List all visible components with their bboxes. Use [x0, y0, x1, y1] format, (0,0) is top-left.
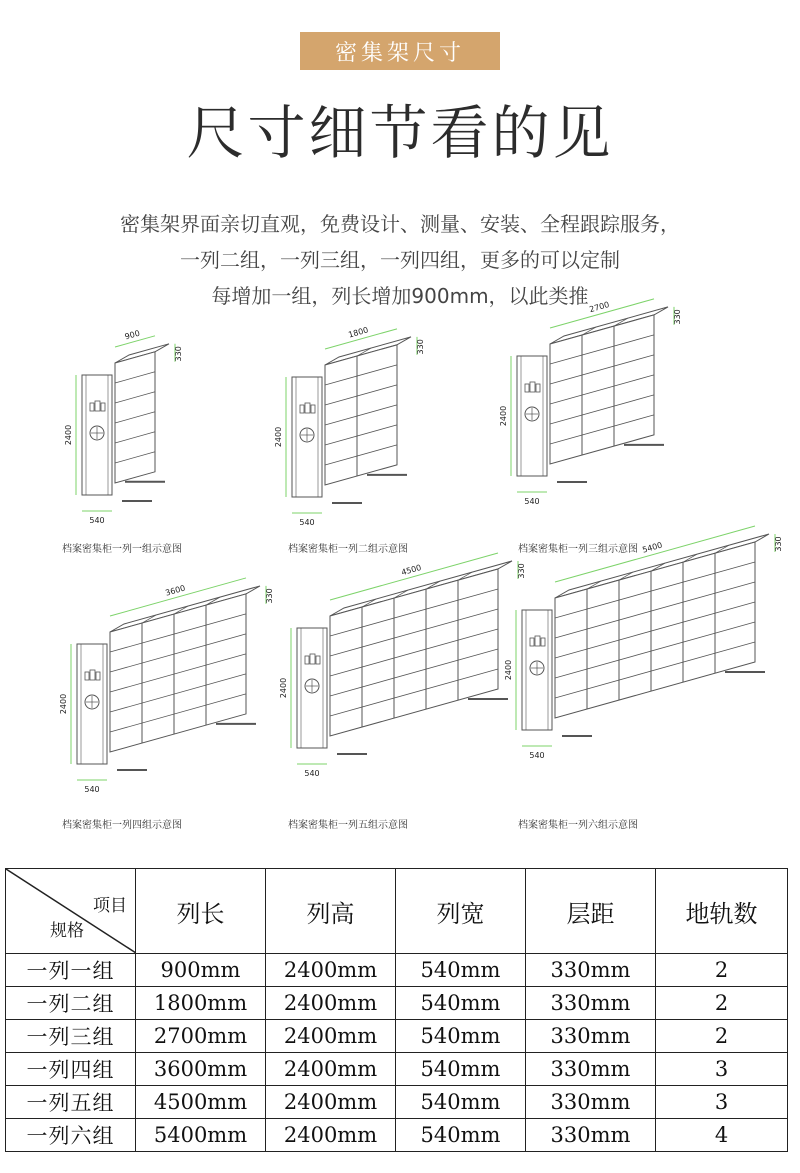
width-dimension-label: 540	[84, 785, 100, 794]
depth-dimension-label: 330	[265, 588, 274, 604]
table-row	[6, 954, 788, 987]
length-dimension-label: 900	[123, 328, 141, 342]
diagram-one-group	[64, 328, 183, 545]
cabinet-drawing	[499, 299, 682, 522]
intro-line: 每增加一组，列长增加900mm，以此类推	[211, 284, 589, 308]
table-cell: 540mm	[396, 954, 526, 987]
table-cell: 2400mm	[266, 1053, 396, 1086]
lock-icon	[316, 656, 320, 664]
diagram-caption: 档案密集柜一列二组示意图	[288, 544, 408, 555]
cabinet-drawing	[64, 328, 183, 545]
table-cell: 2400mm	[266, 954, 396, 987]
table-cell: 330mm	[526, 1020, 656, 1053]
table-cell: 540mm	[396, 1020, 526, 1053]
column-header: 层距	[526, 869, 656, 954]
page-headline: 尺寸细节看的见	[186, 99, 614, 167]
length-dimension-label: 5400	[641, 540, 664, 555]
table-cell: 2	[656, 987, 788, 1020]
intro-line: 密集架界面亲切直观，免费设计、测量、安装、全程跟踪服务，	[120, 212, 680, 236]
height-dimension-label: 2400	[499, 405, 508, 427]
table-cell: 2400mm	[266, 1119, 396, 1152]
table-cell: 2400mm	[266, 987, 396, 1020]
width-dimension-label: 540	[304, 769, 320, 778]
lock-icon	[311, 405, 315, 413]
lock-icon	[300, 405, 304, 413]
width-dimension-label: 540	[524, 497, 540, 506]
diagram-caption: 档案密集柜一列三组示意图	[518, 544, 638, 555]
label-frame-icon	[90, 670, 95, 680]
diagram-two-groups	[274, 325, 425, 545]
diagram-four-groups	[59, 583, 274, 808]
table-cell: 一列四组	[6, 1053, 136, 1086]
height-dimension-label: 2400	[279, 677, 288, 699]
cabinet-drawing	[274, 325, 425, 545]
lock-icon	[530, 638, 534, 646]
table-cell: 330mm	[526, 1053, 656, 1086]
height-dimension-label: 2400	[64, 424, 73, 446]
diagram-caption: 档案密集柜一列五组示意图	[288, 820, 408, 831]
table-header-row	[6, 869, 788, 954]
lock-icon	[525, 384, 529, 392]
diagram-caption: 档案密集柜一列一组示意图	[62, 544, 182, 555]
depth-dimension-label: 330	[174, 346, 183, 362]
table-cell: 330mm	[526, 1119, 656, 1152]
length-dimension-label: 1800	[347, 325, 370, 340]
table-row	[6, 1119, 788, 1152]
table-cell: 2400mm	[266, 1086, 396, 1119]
table-cell: 2	[656, 954, 788, 987]
label-frame-icon	[535, 636, 540, 646]
depth-dimension-label: 330	[416, 339, 425, 355]
table-cell: 330mm	[526, 987, 656, 1020]
table-cell: 330mm	[526, 954, 656, 987]
depth-dimension-label: 330	[774, 536, 783, 552]
lock-icon	[536, 384, 540, 392]
intro-text	[0, 206, 800, 314]
table-cell: 3	[656, 1053, 788, 1086]
width-dimension-label: 540	[299, 518, 315, 527]
table-cell: 2	[656, 1020, 788, 1053]
table-cell: 2400mm	[266, 1020, 396, 1053]
table-corner-cell	[6, 869, 136, 954]
table-row	[6, 1053, 788, 1086]
corner-item-label: 项目	[93, 896, 127, 916]
depth-dimension-label: 330	[517, 563, 526, 579]
lock-icon	[85, 672, 89, 680]
table-cell: 900mm	[136, 954, 266, 987]
height-dimension-label: 2400	[274, 426, 283, 448]
table-cell: 一列三组	[6, 1020, 136, 1053]
diagram-five-groups	[279, 562, 526, 790]
length-dimension-label: 4500	[400, 562, 423, 578]
length-dimension-label: 3600	[164, 583, 187, 598]
width-dimension-label: 540	[529, 751, 545, 760]
lock-icon	[101, 403, 105, 411]
table-cell: 5400mm	[136, 1119, 266, 1152]
table-cell: 330mm	[526, 1086, 656, 1119]
table-cell: 2700mm	[136, 1020, 266, 1053]
table-cell: 一列二组	[6, 987, 136, 1020]
table-row	[6, 1086, 788, 1119]
column-header: 地轨数	[656, 869, 788, 954]
table-row	[6, 987, 788, 1020]
lock-icon	[90, 403, 94, 411]
height-dimension-label: 2400	[59, 693, 68, 715]
lock-icon	[305, 656, 309, 664]
table-cell: 4	[656, 1119, 788, 1152]
label-frame-icon	[95, 401, 100, 411]
table-cell: 一列六组	[6, 1119, 136, 1152]
table-row	[6, 1020, 788, 1053]
table-cell: 1800mm	[136, 987, 266, 1020]
intro-line: 一列二组，一列三组，一列四组，更多的可以定制	[180, 248, 620, 272]
table-cell: 3	[656, 1086, 788, 1119]
column-header: 列高	[266, 869, 396, 954]
length-dimension-label: 2700	[588, 299, 611, 315]
label-frame-icon	[305, 403, 310, 413]
diagram-three-groups	[499, 299, 682, 522]
table-cell: 一列一组	[6, 954, 136, 987]
width-dimension-label: 540	[89, 516, 105, 525]
table-cell: 540mm	[396, 1086, 526, 1119]
cabinet-drawing	[59, 583, 274, 808]
table-cell: 540mm	[396, 1119, 526, 1152]
table-cell: 540mm	[396, 1053, 526, 1086]
table-cell: 4500mm	[136, 1086, 266, 1119]
label-frame-icon	[310, 654, 315, 664]
column-header: 列长	[136, 869, 266, 954]
depth-dimension-label: 330	[673, 309, 682, 325]
diagram-caption: 档案密集柜一列六组示意图	[518, 820, 638, 831]
section-badge: 密集架尺寸	[300, 32, 500, 70]
corner-spec-label: 规格	[50, 921, 84, 941]
table-cell: 一列五组	[6, 1086, 136, 1119]
column-header: 列宽	[396, 869, 526, 954]
spec-table	[5, 868, 788, 1152]
diagram-caption: 档案密集柜一列四组示意图	[62, 820, 182, 831]
height-dimension-label: 2400	[504, 659, 513, 681]
label-frame-icon	[530, 382, 535, 392]
lock-icon	[541, 638, 545, 646]
table-cell: 3600mm	[136, 1053, 266, 1086]
cabinet-drawing	[279, 562, 526, 790]
lock-icon	[96, 672, 100, 680]
table-cell: 540mm	[396, 987, 526, 1020]
